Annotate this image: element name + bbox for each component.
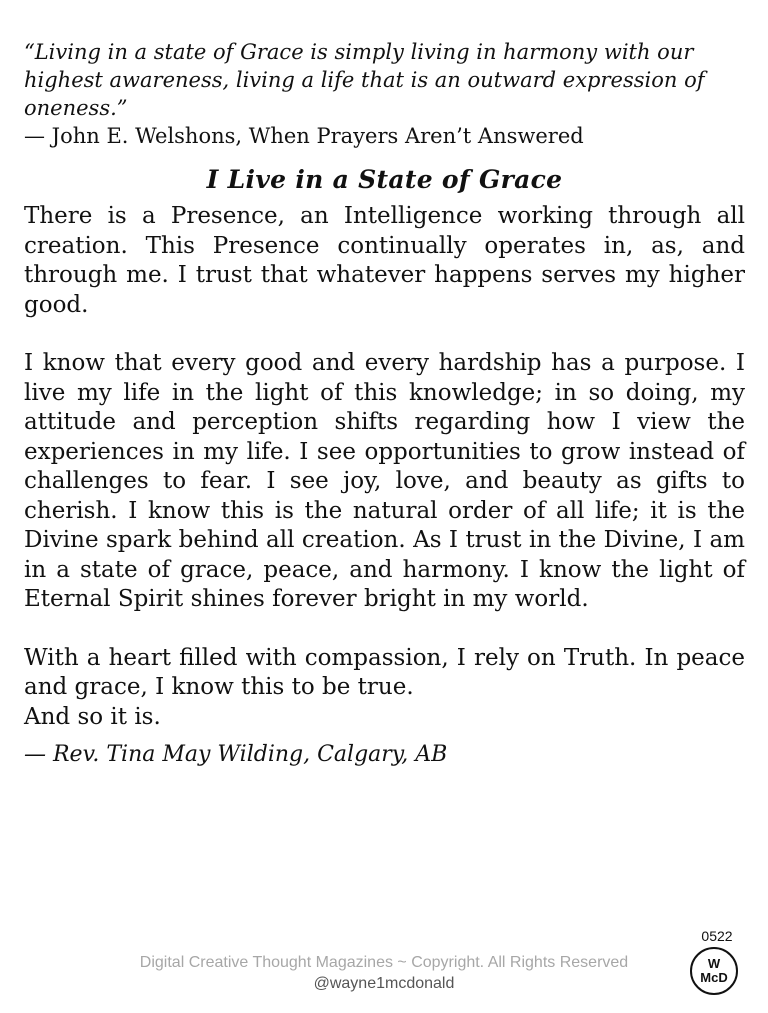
body-paragraph: I know that every good and every hardship has a purpose. I live my life in the light of this knowledge; in so doing, my attitude and perception shifts regarding how I view the experiences in my life. I see opportunities to grow instead of challenges to fear. I see joy, love, and beauty as gifts to cherish. I know this is the natural order of all life; it is the Divine spark behind all creation. As I trust in the Divine, I am in a state of grace, peace, and harmony. I know the light of Eternal Spirit shines forever bright in my world. (24, 350, 745, 612)
article (24, 38, 745, 769)
copyright-text: Digital Creative Thought Magazines ~ Copyright. All Rights Reserved (139, 954, 629, 971)
epigraph-attribution: — John E. Welshons, When Prayers Aren’t Answered (24, 124, 584, 148)
body-paragraph: There is a Presence, an Intelligence working through all creation. This Presence continually operates in, as, and through me. I trust that whatever happens serves my higher good. (24, 203, 745, 318)
body-paragraph: With a heart filled with compassion, I rely on Truth. In peace and grace, I know this to be true. (24, 644, 745, 700)
page-title: I Live in a State of Grace (206, 165, 563, 194)
author-signature: — Rev. Tina May Wilding, Calgary, AB (24, 742, 448, 767)
closing-line: And so it is. (24, 703, 161, 730)
logo-line-1: W (707, 956, 721, 971)
issue-code: 0522 (701, 928, 733, 944)
epigraph-quote: “Living in a state of Grace is simply living in harmony with our highest awareness, living a life that is an outward expression of oneness.” (24, 40, 705, 120)
footer (0, 952, 768, 994)
social-handle: @wayne1mcdonald (313, 975, 455, 992)
logo-line-2: McD (700, 970, 728, 985)
